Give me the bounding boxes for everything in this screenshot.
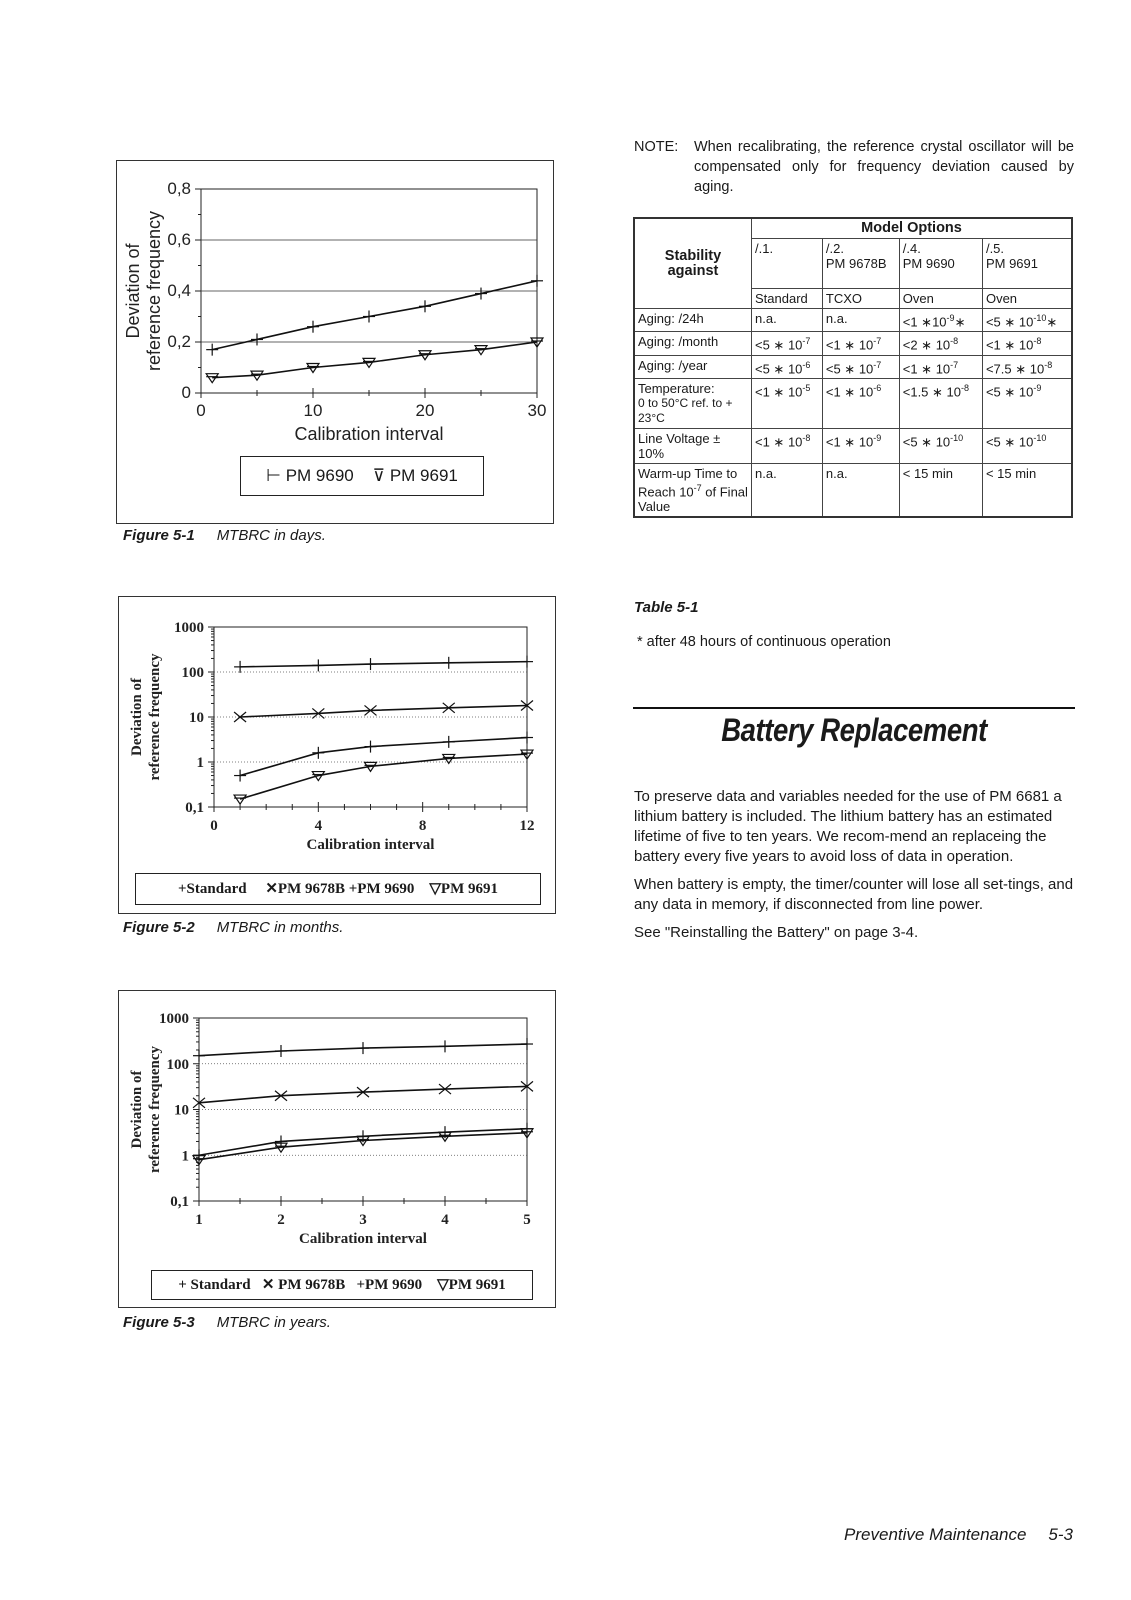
table-cell: <5 ∗ $10^{-6}$ [752, 355, 823, 378]
table-cell: <1 ∗ $10^{-7}$ [899, 355, 982, 378]
footer-section: Preventive Maintenance [844, 1525, 1027, 1544]
data-point [443, 736, 455, 748]
series-line-3 [240, 754, 527, 799]
data-point [521, 1038, 533, 1050]
figure-5-1-legend [240, 456, 484, 496]
y-axis-title-line-1: Deviation of [123, 243, 143, 339]
table-cell: <5 ∗ $10^{-7}$ [752, 332, 823, 355]
stability-table [633, 217, 1073, 518]
type-standard: Standard [752, 289, 823, 309]
y-tick-label: 1 [196, 755, 204, 771]
y-tick-label: 1 [181, 1148, 189, 1165]
table-row [634, 355, 1072, 378]
figure-5-3 [118, 990, 556, 1308]
data-point [365, 658, 377, 670]
data-point [312, 747, 324, 759]
type-oven-1: Oven [899, 289, 982, 309]
data-point [475, 288, 487, 300]
legend-item-pm9691-3: ▽PM 9691 [437, 1277, 506, 1293]
figure-5-3-chart [119, 991, 555, 1307]
figure-5-1-caption: Figure 5-1 MTBRC in days. [123, 527, 326, 544]
section-heading: Battery Replacement [721, 712, 987, 748]
data-point [439, 1040, 451, 1052]
x-tick-label: 8 [418, 818, 427, 834]
table-cell: <5 ∗ $10^{-10}$ [982, 428, 1072, 463]
figure-5-2 [118, 596, 556, 914]
x-tick-label: 12 [519, 818, 535, 834]
y-tick-label: 0,6 [167, 230, 191, 249]
y-tick-label: 0,4 [167, 281, 191, 300]
table-cell: <1 ∗ $10^{-5}$ [752, 378, 823, 428]
row-label: Warm-up Time to Reach $10^{-7}$ of Final Value [634, 463, 752, 517]
table-footnote: * after 48 hours of continuous operation [637, 634, 891, 650]
x-tick-label: 10 [303, 401, 323, 420]
data-point [419, 300, 431, 312]
table-row [634, 332, 1072, 355]
legend-item-pm9691: ⊽ PM 9691 [372, 466, 458, 485]
type-oven-2: Oven [982, 289, 1072, 309]
page-footer [844, 1525, 1073, 1545]
row-label: Line Voltage ± 10% [634, 428, 752, 463]
y-tick-label: 0,8 [167, 179, 191, 198]
paragraph-3: See "Reinstalling the Battery" on page 3-4. [634, 924, 919, 941]
y-tick-label: 100 [181, 665, 204, 681]
x-tick-label: 5 [523, 1212, 531, 1228]
x-axis-title: Calibration interval [306, 837, 435, 853]
table-cell: <2 ∗ $10^{-8}$ [899, 332, 982, 355]
data-point [307, 321, 319, 333]
table-cell: n.a. [822, 463, 899, 517]
y-axis-title-line-2: reference frequency [144, 210, 164, 372]
data-point [531, 275, 543, 287]
y-tick-label: 1000 [159, 1011, 189, 1027]
x-tick-label: 0 [210, 818, 218, 834]
y-tick-label: 0,1 [185, 800, 204, 816]
section-rule [633, 707, 1075, 709]
y-tick-label: 10 [174, 1102, 189, 1119]
data-point [275, 1045, 287, 1057]
y-tick-label: 100 [166, 1056, 189, 1073]
table-cell: <7.5 ∗ $10^{-8}$ [982, 355, 1072, 378]
data-point [234, 661, 246, 673]
section-body [634, 787, 1074, 951]
y-tick-label: 1000 [174, 620, 204, 636]
x-tick-label: 3 [359, 1212, 367, 1228]
table-cell: < 15 min [899, 463, 982, 517]
table-cell: <1.5 ∗ $10^{-8}$ [899, 378, 982, 428]
data-point [363, 311, 375, 323]
table-cell: <1 ∗ $10^{-6}$ [822, 378, 899, 428]
figure-5-2-caption: Figure 5-2 MTBRC in months. [123, 919, 344, 936]
option-2: /.2. PM 9678B [822, 239, 899, 289]
data-point [251, 333, 263, 345]
table-row [634, 428, 1072, 463]
x-tick-label: 4 [314, 818, 323, 834]
y-tick-label: 0 [181, 383, 191, 402]
table-cell: <5 ∗ $10^{-10}∗$ [982, 309, 1072, 332]
legend-item-standard-3: + Standard [178, 1277, 251, 1293]
stability-header: Stability against [634, 218, 752, 309]
data-point [193, 1050, 205, 1062]
y-axis-title-line-1: Deviation of [129, 678, 145, 756]
note-text: When recalibrating, the reference crystal oscillator will be compensated only for frequency deviation caused by aging. [694, 139, 1074, 195]
table-cell: <1 ∗ $10^{-8}$ [982, 332, 1072, 355]
data-point [521, 732, 533, 744]
legend-item-pm9678b-3: ✕ PM 9678B [261, 1277, 346, 1293]
table-cell: n.a. [752, 463, 823, 517]
table-row [634, 378, 1072, 428]
row-label: Aging: /month [634, 332, 752, 355]
data-point [206, 344, 218, 356]
legend-item-pm9678b: ✕PM 9678B [265, 881, 345, 897]
table-cell: <1 ∗ $10^{-8}$ [752, 428, 823, 463]
y-tick-label: 0,1 [170, 1194, 189, 1210]
table-cell: < 15 min [982, 463, 1072, 517]
model-options-header: Model Options [752, 218, 1073, 239]
note-label: NOTE: [634, 139, 679, 155]
x-axis-title: Calibration interval [299, 1231, 427, 1247]
y-tick-label: 0,2 [167, 332, 191, 351]
table-cell: <5 ∗ $10^{-10}$ [899, 428, 982, 463]
figure-5-1 [116, 160, 554, 524]
option-4: /.4. PM 9690 [899, 239, 982, 289]
option-1: /.1. [752, 239, 823, 289]
y-axis-title-line-2: reference frequency [147, 653, 163, 781]
x-axis-title: Calibration interval [294, 424, 444, 444]
legend-item-standard: +Standard [177, 881, 247, 897]
figure-5-2-legend [135, 873, 541, 905]
x-tick-label: 0 [196, 401, 206, 420]
table-cell: <5 ∗ $10^{-7}$ [822, 355, 899, 378]
x-tick-label: 1 [195, 1212, 203, 1228]
y-tick-label: 10 [189, 710, 204, 726]
row-label: Temperature: 0 to 50°C ref. to + 23°C [634, 378, 752, 428]
table-cell: <5 ∗ $10^{-9}$ [982, 378, 1072, 428]
footer-page-number: 5-3 [1048, 1525, 1073, 1544]
x-tick-label: 20 [415, 401, 435, 420]
x-tick-label: 4 [441, 1212, 449, 1228]
table-caption: Table 5-1 [634, 599, 699, 616]
y-axis-title-line-2: reference frequency [147, 1045, 163, 1174]
x-tick-label: 2 [277, 1212, 285, 1228]
series-line-2 [240, 662, 527, 667]
data-point [357, 1042, 369, 1054]
table-cell: n.a. [822, 309, 899, 332]
table-cell: <1 ∗ $10^{-7}$ [822, 332, 899, 355]
type-tcxo: TCXO [822, 289, 899, 309]
legend-item-pm9690-2: +PM 9690 [348, 881, 415, 897]
figure-5-2-chart [119, 597, 555, 913]
data-point [312, 659, 324, 671]
option-5: /.5. PM 9691 [982, 239, 1072, 289]
data-point [443, 657, 455, 669]
figure-5-3-legend [151, 1270, 533, 1300]
paragraph-2: When battery is empty, the timer/counter will lose all set-tings, and any data in memory, if disconnected from line power. [634, 876, 1074, 913]
row-label: Aging: /year [634, 355, 752, 378]
data-point [234, 795, 246, 804]
paragraph-1: To preserve data and variables needed for the use of PM 6681 a lithium battery is included. The lithium battery has an estimated lifetime of five to ten years. We recom-mend an replaceing the battery every five years to avoid loss of data in operation. [634, 788, 1062, 865]
table-cell: n.a. [752, 309, 823, 332]
table-row [634, 463, 1072, 517]
table-cell: <1 ∗ $10^{-9}$ [822, 428, 899, 463]
legend-item-pm9691-2: ▽PM 9691 [429, 881, 498, 897]
recalibration-note [634, 137, 1074, 197]
table-cell: <1 $∗10^{-9}∗$ [899, 309, 982, 332]
series-line-1 [240, 706, 527, 717]
series-line-1 [199, 1086, 527, 1102]
y-axis-title-line-1: Deviation of [129, 1070, 145, 1149]
table-row [634, 309, 1072, 332]
figure-5-3-caption: Figure 5-3 MTBRC in years. [123, 1314, 331, 1331]
data-point [521, 656, 533, 668]
row-label: Aging: /24h [634, 309, 752, 332]
legend-item-pm9690: ⊢ PM 9690 [266, 466, 354, 485]
legend-item-pm9690-3: +PM 9690 [356, 1277, 423, 1293]
x-tick-label: 30 [527, 401, 547, 420]
data-point [234, 770, 246, 782]
data-point [365, 741, 377, 753]
